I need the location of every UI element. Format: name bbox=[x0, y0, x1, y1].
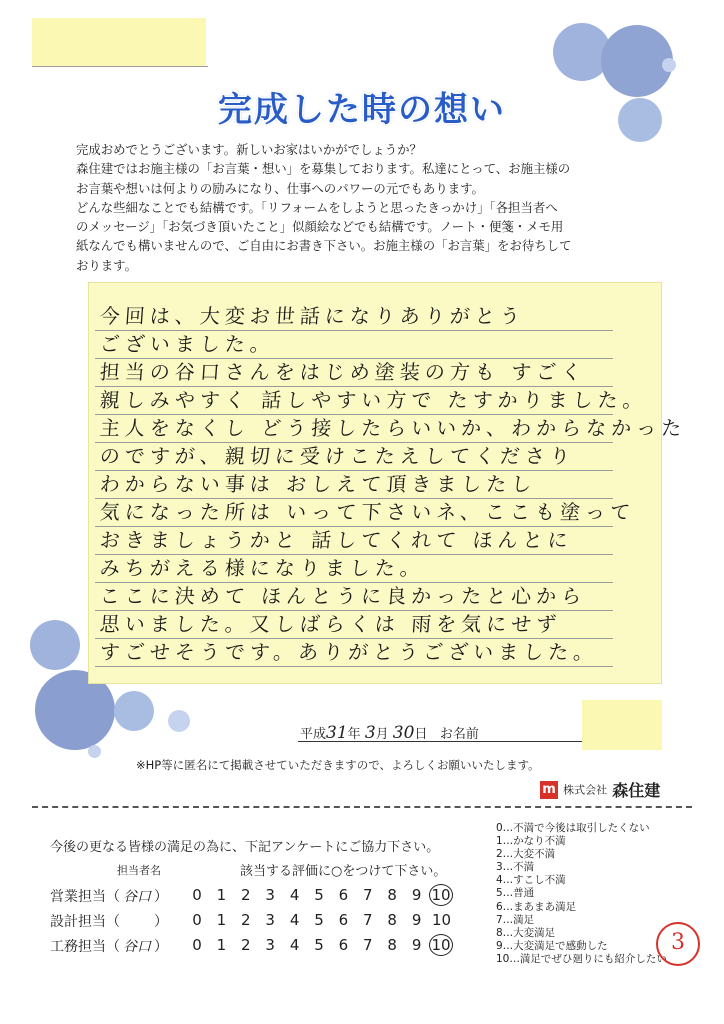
score-option[interactable]: 9 bbox=[411, 886, 422, 904]
score-option[interactable]: 3 bbox=[265, 936, 275, 954]
scale-item: 10…満足でぜひ廻りにも紹介したい bbox=[496, 952, 667, 965]
page-title: 完成した時の想い bbox=[218, 90, 506, 130]
score-option[interactable]: 7 bbox=[363, 936, 373, 954]
handwritten-line: ここに決めて ほんとうに良かったと心から bbox=[99, 584, 588, 608]
date-era: 平成 bbox=[300, 727, 327, 742]
intro-line: 森住建ではお施主様の「お言葉・想い」を募集しております。私達にとって、お施主様の bbox=[76, 161, 571, 177]
name-field-box bbox=[582, 700, 662, 750]
score-option[interactable]: 1 bbox=[216, 886, 227, 904]
company-name: 森住建 bbox=[612, 781, 661, 800]
intro-line: お言葉や想いは何よりの励みになり、仕事へのパワーの元でもあります。 bbox=[76, 180, 484, 196]
intro-line: 完成おめでとうございます。新しいお家はいかがでしょうか？ bbox=[76, 142, 422, 157]
date-month-unit: 月 bbox=[375, 727, 389, 742]
intro-line: のメッセージ」「お気づき頂いたこと」似顔絵などでも結構です。ノート・便箋・メモ用 bbox=[76, 219, 564, 235]
score-option-selected[interactable]: 10 bbox=[429, 934, 453, 956]
survey-title: 今後の更なる皆様の満足の為に、下記アンケートにご協力下さい。 bbox=[50, 840, 440, 855]
intro-line: どんな些細なことでも結構です。「リフォームをしようと思ったきっかけ」「各担当者へ bbox=[76, 199, 558, 215]
intro-line: おります。 bbox=[76, 257, 137, 273]
handwritten-line: おきましょうかと 話してくれて ほんとに bbox=[99, 528, 574, 552]
score-option[interactable]: 6 bbox=[338, 936, 349, 954]
scale-item: 9…大変満足で感動した bbox=[496, 939, 608, 952]
score-option[interactable]: 3 bbox=[265, 886, 275, 904]
company-logo bbox=[540, 778, 660, 801]
score-option[interactable]: 5 bbox=[314, 936, 324, 954]
date-day-unit: 日 bbox=[414, 727, 428, 742]
score-option[interactable]: 7 bbox=[363, 886, 373, 904]
scale-item: 6…まあまあ満足 bbox=[496, 900, 577, 913]
score-option[interactable]: 1 bbox=[216, 936, 227, 954]
date-year: 31 bbox=[326, 723, 348, 743]
handwritten-line: 思いました。又しばらくは 雨を気にせず bbox=[99, 612, 563, 636]
score-option[interactable]: 4 bbox=[289, 886, 300, 904]
staff-name-header: 担当者名 bbox=[117, 864, 161, 877]
score-option[interactable]: 3 bbox=[265, 911, 275, 929]
score-option[interactable]: 0 bbox=[192, 886, 202, 904]
score-option[interactable]: 1 bbox=[216, 911, 227, 929]
scale-item: 5…普通 bbox=[496, 887, 535, 900]
handwritten-line: みちがえる様になりました。 bbox=[99, 556, 426, 580]
handwritten-line: 担当の谷口さんをはじめ塗装の方も すごく bbox=[99, 360, 588, 384]
handwritten-line: 主人をなくし どう接したらいいか、わからなかった bbox=[99, 416, 688, 440]
score-option[interactable]: 9 bbox=[411, 911, 422, 929]
scale-item: 4…すこし不満 bbox=[496, 874, 566, 887]
score-option[interactable]: 6 bbox=[338, 886, 349, 904]
staff-name: 谷口 bbox=[123, 889, 151, 905]
date-month: 3 bbox=[364, 723, 376, 743]
score-option[interactable]: 8 bbox=[387, 936, 397, 954]
score-option[interactable]: 0 bbox=[192, 911, 202, 929]
date-row bbox=[300, 723, 479, 743]
scale-item: 8…大変満足 bbox=[496, 926, 556, 939]
score-option[interactable]: 10 bbox=[432, 911, 452, 929]
score-option[interactable]: 2 bbox=[241, 886, 251, 904]
cut-line bbox=[32, 806, 692, 808]
date-year-unit: 年 bbox=[347, 727, 361, 742]
company-logo-mark: m bbox=[540, 781, 558, 799]
handwritten-line: すごせそうです。ありがとうございました。 bbox=[99, 640, 600, 664]
handwritten-line: のですが、親切に受けこたえしてくださり bbox=[99, 444, 576, 468]
notice-text: ※HP等に匿名にて掲載させていただきますので、よろしくお願いいたします。 bbox=[136, 758, 540, 772]
handwritten-line: わからない事は おしえて頂きましたし bbox=[99, 472, 538, 496]
score-option[interactable]: 6 bbox=[338, 911, 349, 929]
score-option[interactable]: 7 bbox=[363, 911, 373, 929]
intro-text bbox=[76, 140, 596, 275]
decor-circle bbox=[30, 620, 80, 670]
score-option[interactable]: 4 bbox=[289, 911, 300, 929]
scale-item: 7…満足 bbox=[496, 913, 535, 926]
score-option[interactable]: 8 bbox=[387, 886, 397, 904]
score-option-selected[interactable]: 10 bbox=[429, 884, 453, 906]
row-label: 設計担当 bbox=[50, 914, 106, 930]
score-option[interactable]: 5 bbox=[314, 886, 324, 904]
score-option[interactable]: 2 bbox=[241, 911, 251, 929]
intro-line: 紙なんでも構いませんので、ご自由にお書き下さい。お施主様の「お言葉」をお待ちして bbox=[76, 238, 572, 254]
note-ruled-line bbox=[95, 666, 613, 667]
scale-item: 3…不満 bbox=[496, 861, 535, 874]
decor-circle bbox=[114, 691, 154, 731]
handwritten-line: 気になった所は いって下さいネ、ここも塗って bbox=[99, 500, 636, 524]
decor-circle bbox=[168, 710, 190, 732]
scale-item: 2…大変不満 bbox=[496, 848, 556, 861]
redaction-box-top bbox=[32, 18, 206, 66]
score-option[interactable]: 8 bbox=[387, 911, 397, 929]
top-rule bbox=[32, 66, 208, 67]
decor-circle bbox=[88, 745, 101, 758]
score-option[interactable]: 9 bbox=[411, 936, 422, 954]
survey-row-design: 設計担当（ ） bbox=[50, 914, 168, 930]
row-label: 工務担当 bbox=[50, 939, 106, 955]
corner-mark bbox=[656, 922, 700, 966]
handwritten-line: 今回は、大変お世話になりありがとう bbox=[99, 304, 526, 328]
scale-item: 0…不満で今後は取引したくない bbox=[496, 822, 650, 834]
score-option[interactable]: 5 bbox=[314, 911, 324, 929]
name-label: お名前 bbox=[439, 727, 479, 742]
corner-mark-number: 3 bbox=[671, 930, 685, 955]
row-label: 営業担当 bbox=[50, 889, 106, 905]
rating-scale bbox=[496, 822, 667, 966]
decor-circle bbox=[662, 58, 676, 72]
handwritten-line: 親しみやすく 話しやすい方で たすかりました。 bbox=[99, 388, 649, 412]
score-option[interactable]: 4 bbox=[289, 936, 300, 954]
score-option[interactable]: 0 bbox=[192, 936, 202, 954]
company-prefix: 株式会社 bbox=[563, 783, 608, 797]
scale-item: 1…かなり不満 bbox=[496, 835, 566, 848]
handwritten-line: ございました。 bbox=[99, 332, 276, 356]
date-day: 30 bbox=[392, 723, 415, 743]
survey-row-sales: 営業担当（ 谷口 ） bbox=[50, 886, 168, 906]
survey-row-construction: 工務担当（ 谷口 ） bbox=[50, 936, 168, 956]
score-option[interactable]: 2 bbox=[241, 936, 251, 954]
survey-instruction: 該当する評価に○をつけて下さい。 bbox=[240, 864, 447, 879]
staff-name: 谷口 bbox=[123, 939, 151, 955]
